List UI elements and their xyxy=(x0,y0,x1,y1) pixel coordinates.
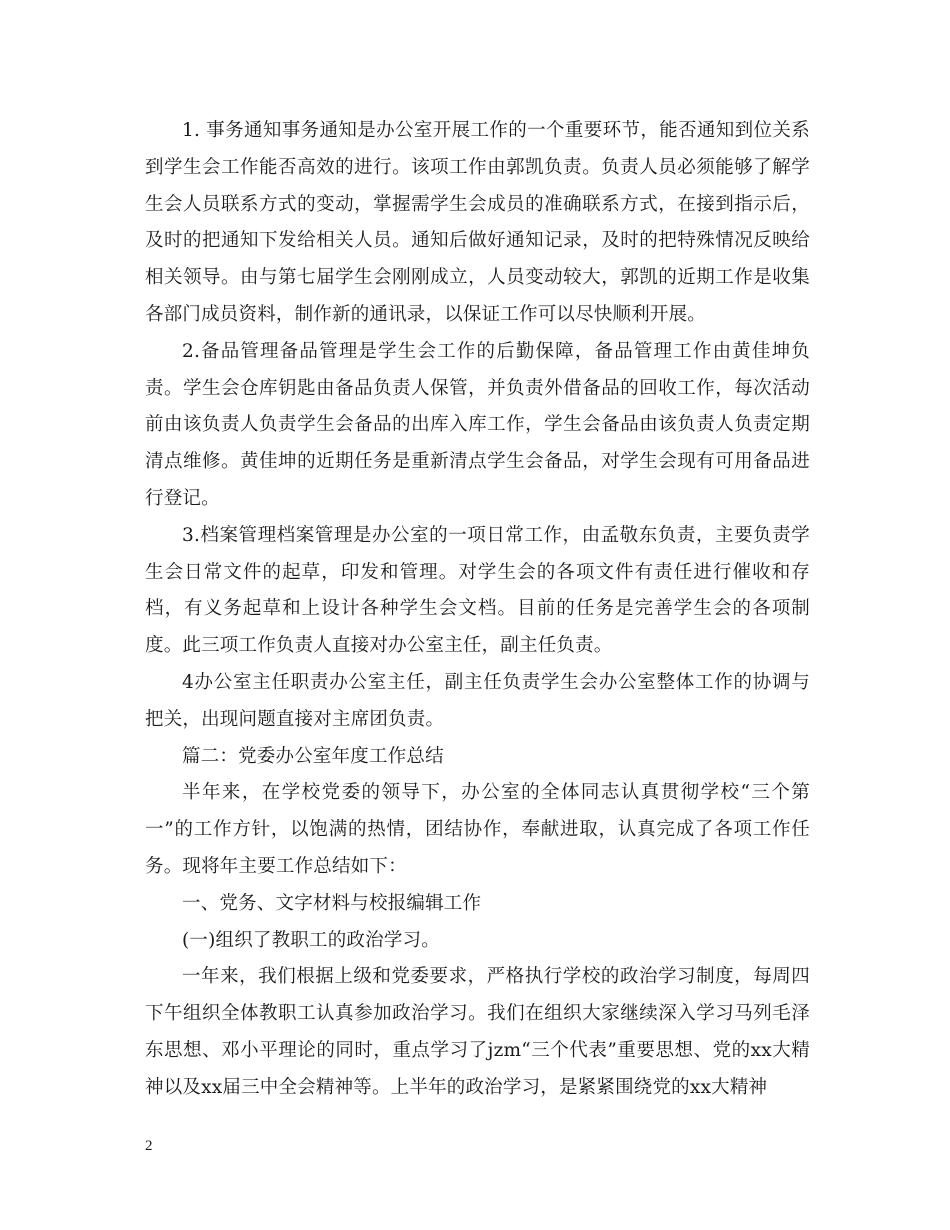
paragraph-half-year-summary: 半年来，在学校党委的领导下，办公室的全体同志认真贯彻学校“三个第一”的工作方针，以饱满的热情，团结协作，奉献进取，认真完成了各项工作任务。现将年主要工作总结如下： xyxy=(145,782,810,877)
paragraph-notice-duty: 1. 事务通知事务通知是办公室开展工作的一个重要环节，能否通知到位关系到学生会工作能否高效的进行。该项工作由郭凯负责。负责人员必须能够了解学生会人员联系方式的变动，掌握需学生会成员的准确联系方式，在接到指示后，及时的把通知下发给相关人员。通知后做好通知记录，及时的把特殊情况反映给相关领导。由与第七届学生会刚刚成立，人员变动较大，郭凯的近期工作是收集各部门成员资料，制作新的通讯录，以保证工作可以尽快顺利开展。 xyxy=(145,120,810,325)
section-heading-part-two: 篇二：党委办公室年度工作总结 xyxy=(182,745,444,767)
paragraph-supplies-management: 2.备品管理备品管理是学生会工作的后勤保障，备品管理工作由黄佳坤负责。学生会仓库钥匙由备品负责人保管，并负责外借备品的回收工作，每次活动前由该负责人负责学生会备品的出库入库工作，学生会备品由该负责人负责定期清点维修。黄佳坤的近期任务是重新清点学生会备品，对学生会现有可用备品进行登记。 xyxy=(145,340,810,509)
page-number: 2 xyxy=(145,1138,153,1154)
paragraph-political-study: 一年来，我们根据上级和党委要求，严格执行学校的政治学习制度，每周四下午组织全体教职工认真参加政治学习。我们在组织大家继续深入学习马列毛泽东思想、邓小平理论的同时，重点学习了jzm“三个代表”重要思想、党的xx大精神以及xx届三中全会精神等。上半年的政治学习，是紧紧围绕党的xx大精神 xyxy=(145,966,810,1098)
paragraph-director-duties: 4办公室主任职责办公室主任，副主任负责学生会办公室整体工作的协调与把关，出现问题直接对主席团负责。 xyxy=(145,671,810,730)
section-heading-party-affairs: 一、党务、文字材料与校报编辑工作 xyxy=(182,892,482,914)
subsection-heading-political-study: (一)组织了教职工的政治学习。 xyxy=(182,929,440,951)
paragraph-archive-management: 3.档案管理档案管理是办公室的一项日常工作，由孟敬东负责，主要负责学生会日常文件的起草，印发和管理。对学生会的各项文件有责任进行催收和存档，有义务起草和上设计各种学生会文档。目前的任务是完善学生会的各项制度。此三项工作负责人直接对办公室主任，副主任负责。 xyxy=(145,524,810,657)
document-body xyxy=(145,113,810,1107)
